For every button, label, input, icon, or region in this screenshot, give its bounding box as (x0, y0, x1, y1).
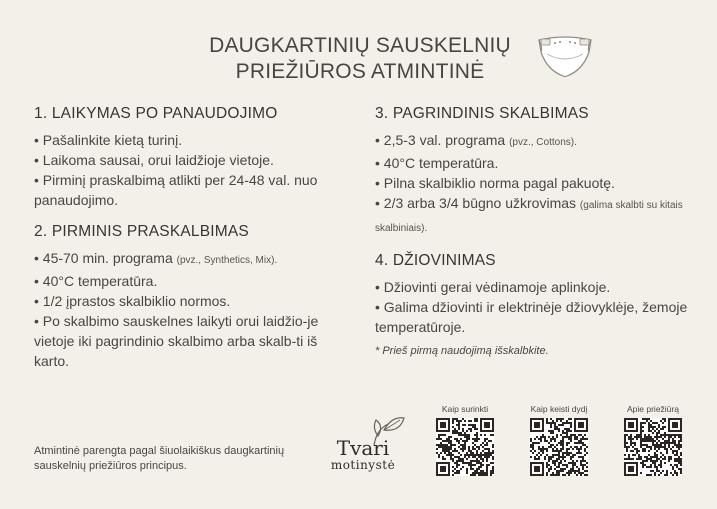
item-note: (pvz., Cottons). (509, 137, 577, 148)
section-heading: 3. PAGRINDINIS SKALBIMAS (375, 105, 589, 122)
qr-label: Kaip surinkti (441, 404, 489, 414)
list-item: • Po skalbimo sauskelnes laikyti orui laidžio-je vietoje iki pagrindinio skalbimo arba skalb-ti iš karto. (34, 313, 319, 369)
prewash-note: * Prieš pirmą naudojimą išskalbkite. (375, 345, 549, 357)
section-heading: 2. PIRMINIS PRASKALBIMAS (34, 223, 249, 240)
section-heading: 1. LAIKYMAS PO PANAUDOJIMO (34, 105, 278, 122)
qr-label: Kaip keisti dydį (530, 404, 588, 414)
page-title (150, 33, 570, 85)
section-prewash (34, 222, 350, 371)
footer-text: Atmintinė parengta pagal šiuolaikiškus daugkartinių sauskelnių priežiūros principus. (34, 445, 285, 472)
item-list (375, 277, 695, 337)
list-item: • 1/2 įprastos skalbiklio normos. (34, 293, 231, 309)
logo-word-2: motinystė (330, 458, 396, 472)
qr-assemble[interactable] (434, 404, 496, 476)
qr-code-icon[interactable] (624, 418, 682, 476)
diaper-icon (533, 30, 597, 82)
list-item: • Džiovinti gerai vėdinamoje aplinkoje. (375, 279, 611, 295)
section-heading: 4. DŽIOVINIMAS (375, 252, 496, 269)
qr-care[interactable] (622, 404, 684, 476)
list-item: • Pilna skalbiklio norma pagal pakuotę. (375, 175, 615, 191)
qr-code-icon[interactable] (530, 418, 588, 476)
item-list (34, 248, 350, 371)
section-storage (34, 104, 350, 210)
list-item: • Galima džiovinti ir elektrinėje džiovyklėje, žemoje temperatūroje. (375, 299, 688, 335)
qr-size[interactable] (528, 404, 590, 476)
item-text: • 45-70 min. programa (34, 250, 173, 266)
qr-label: Apie priežiūrą (627, 404, 679, 414)
item-note: (galima skalbti su kitais skalbiniais). (375, 200, 683, 234)
title-line-2: PRIEŽIŪROS ATMINTINĖ (235, 60, 485, 83)
section-drying (375, 251, 695, 357)
list-item: • Pirminį praskalbimą atlikti per 24-48 val. nuo panaudojimo. (34, 172, 318, 208)
list-item (375, 193, 695, 239)
item-note: (pvz., Synthetics, Mix). (176, 255, 278, 266)
logo-word-1: Tvari (336, 436, 390, 460)
item-text: • 2,5-3 val. programa (375, 132, 506, 148)
item-text: • 2/3 arba 3/4 būgno užkrovimas (375, 195, 577, 211)
item-list (34, 130, 350, 210)
list-item: • Laikoma sausai, orui laidžioje vietoje. (34, 152, 274, 168)
left-column (34, 104, 350, 381)
qr-code-icon[interactable] (436, 418, 494, 476)
list-item: • 40°C temperatūra. (34, 273, 158, 289)
item-list (375, 130, 695, 239)
list-item: • Pašalinkite kietą turinį. (34, 132, 183, 148)
list-item (375, 130, 695, 153)
list-item: • 40°C temperatūra. (375, 155, 499, 171)
right-column (375, 104, 695, 367)
brand-logo (318, 414, 408, 480)
title-line-1: DAUGKARTINIŲ SAUSKELNIŲ (209, 34, 511, 57)
list-item (34, 248, 350, 271)
section-main-wash (375, 104, 695, 239)
